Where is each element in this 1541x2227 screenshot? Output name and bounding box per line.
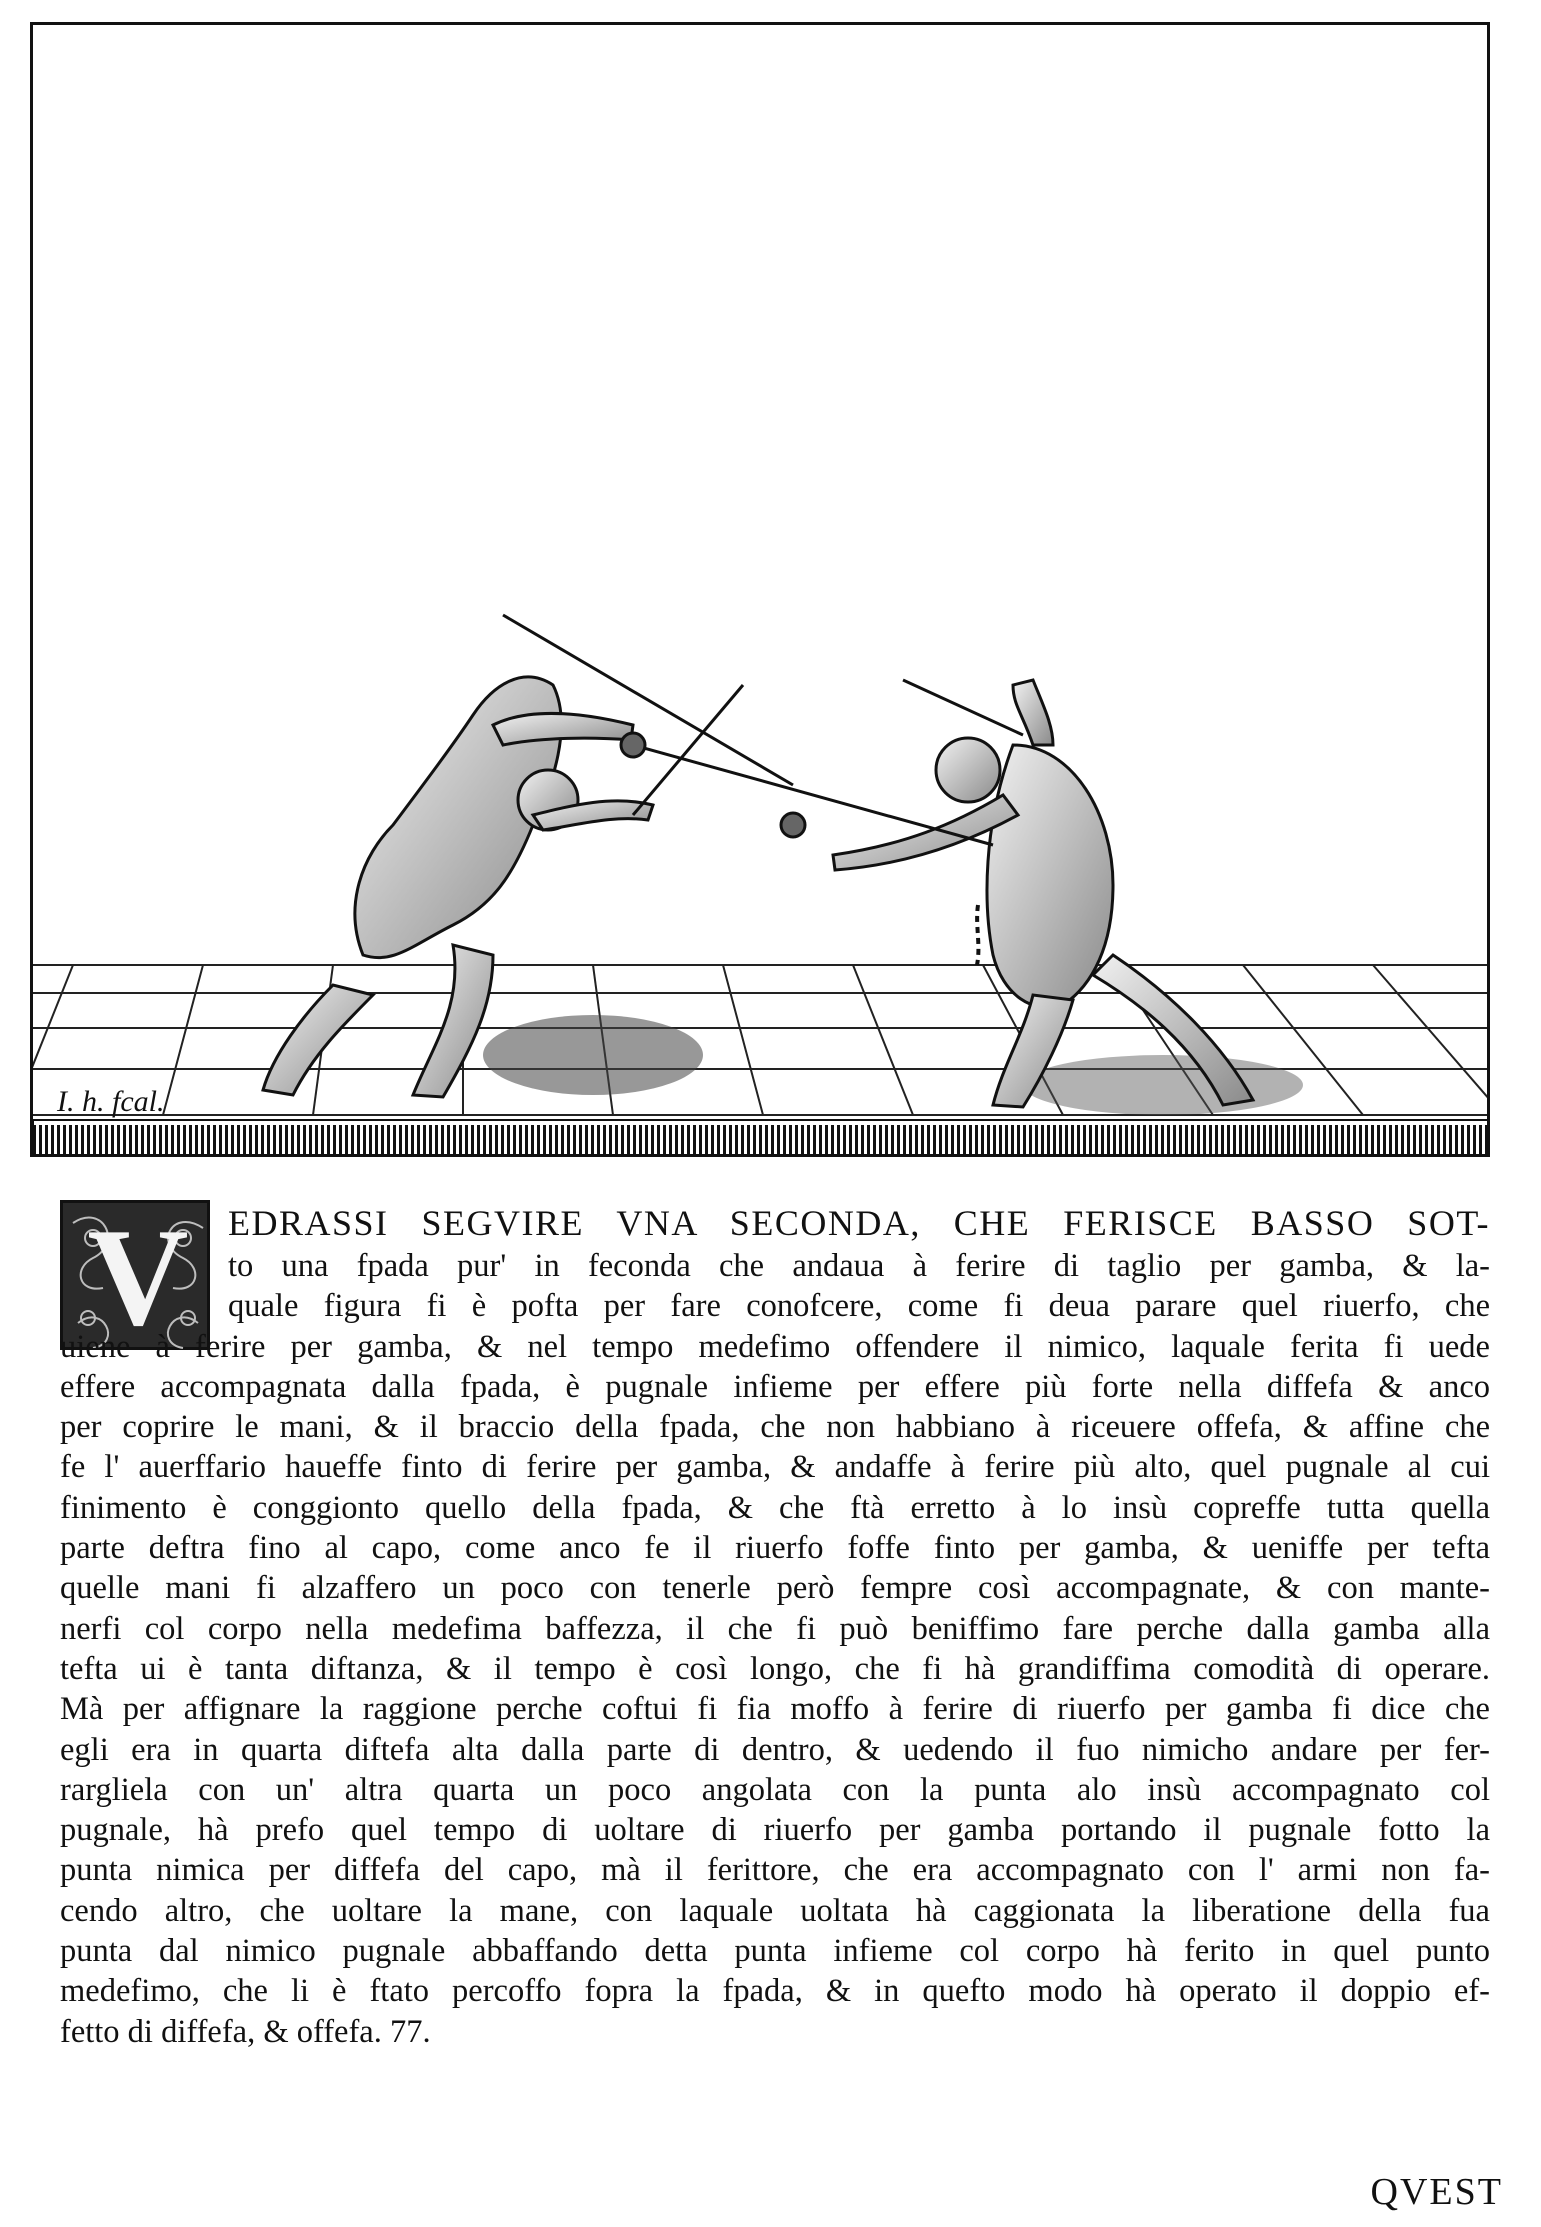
text-line: egli era in quarta diftefa alta dalla parte di dentro, & uedendo il fuo nimicho andare per fer- — [60, 1731, 1490, 1768]
text-line: fe l' auerffario haueffe finto di ferire per gamba, & andaffe à ferire più alto, quel pugnale al cui — [60, 1449, 1490, 1486]
text-line: to una fpada pur' in feconda che andaua à ferire di taglio per gamba, & la- — [228, 1248, 1490, 1284]
text-line: nerfi col corpo nella medefima baffezza, il che fi può beniffimo fare perche dalla gamba alla — [60, 1610, 1490, 1647]
engraver-signature: I. h. fcal. — [57, 1085, 165, 1118]
catchword: QVEST — [1370, 2171, 1503, 2213]
blood-drops — [977, 905, 978, 965]
fencing-illustration — [33, 25, 1490, 1157]
text-line: fetto di diffefa, & offefa. 77. — [60, 2013, 431, 2050]
floor-shadow-left — [483, 1015, 703, 1095]
text-line: finimento è conggionto quello della fpada, & che ftà erretto à lo insù copreffe tutta quella — [60, 1489, 1490, 1526]
floor-shadow-right — [1023, 1055, 1303, 1115]
text-line: cendo altro, che uoltare la mane, con laquale uoltata hà caggionata la liberatione della fua — [60, 1892, 1490, 1929]
text-line: pugnale, hà prefo quel tempo di uoltare di riuerfo per gamba portando il pugnale fotto la — [60, 1812, 1490, 1849]
text-line: quale figura fi è pofta per fare conofcere, come fi deua parare quel riuerfo, che — [228, 1288, 1490, 1325]
text-line: medefimo, che li è ftato percoffo fopra la fpada, & in quefto modo hà operato il doppio ef- — [60, 1973, 1490, 2010]
text-line: punta nimica per diffefa del capo, mà il ferittore, che era accompagnato con l' armi non fa- — [60, 1852, 1490, 1889]
right-fencer — [833, 680, 1253, 1107]
text-line: effere accompagnata dalla fpada, è pugnale infieme per effere più forte nella diffefa & anco — [60, 1368, 1490, 1405]
opening-heading: EDRASSI SEGVIRE VNA SECONDA, CHE FERISCE BASSO SOT- — [228, 1203, 1490, 1243]
text-line: quelle mani fi alzaffero un poco con tenerle però fempre così accompagnate, & con mante- — [60, 1570, 1490, 1607]
text-line: punta dal nimico pugnale abbaffando detta punta infieme col corpo hà ferito in quel punto — [60, 1933, 1490, 1970]
plate-bottom-border — [33, 1120, 1490, 1157]
engraving-plate — [30, 22, 1490, 1157]
text-line: Mà per affignare la raggione perche coftui fi fia moffo à ferire di riuerfo per gamba fi dice che — [60, 1691, 1490, 1728]
text-line: uiene à ferire per gamba, & nel tempo medefimo offendere il nimico, laquale ferita fi uede — [60, 1328, 1490, 1365]
initial-letter: V — [87, 1200, 189, 1355]
text-line: tefta ui è tanta diftanza, & il tempo è così longo, che fi hà grandiffima comodità di operare. — [60, 1650, 1490, 1687]
paragraph — [60, 1246, 1490, 2052]
text-line: per coprire le mani, & il braccio della fpada, che non habbiano à riceuere offefa, & affine che — [60, 1409, 1490, 1446]
text-line: parte deftra fino al capo, come anco fe il riuerfo foffe finto per gamba, & ueniffe per tefta — [60, 1530, 1490, 1567]
text-line: rargliela con un' altra quarta un poco angolata con la punta alo insù accompagnato col — [60, 1771, 1490, 1808]
